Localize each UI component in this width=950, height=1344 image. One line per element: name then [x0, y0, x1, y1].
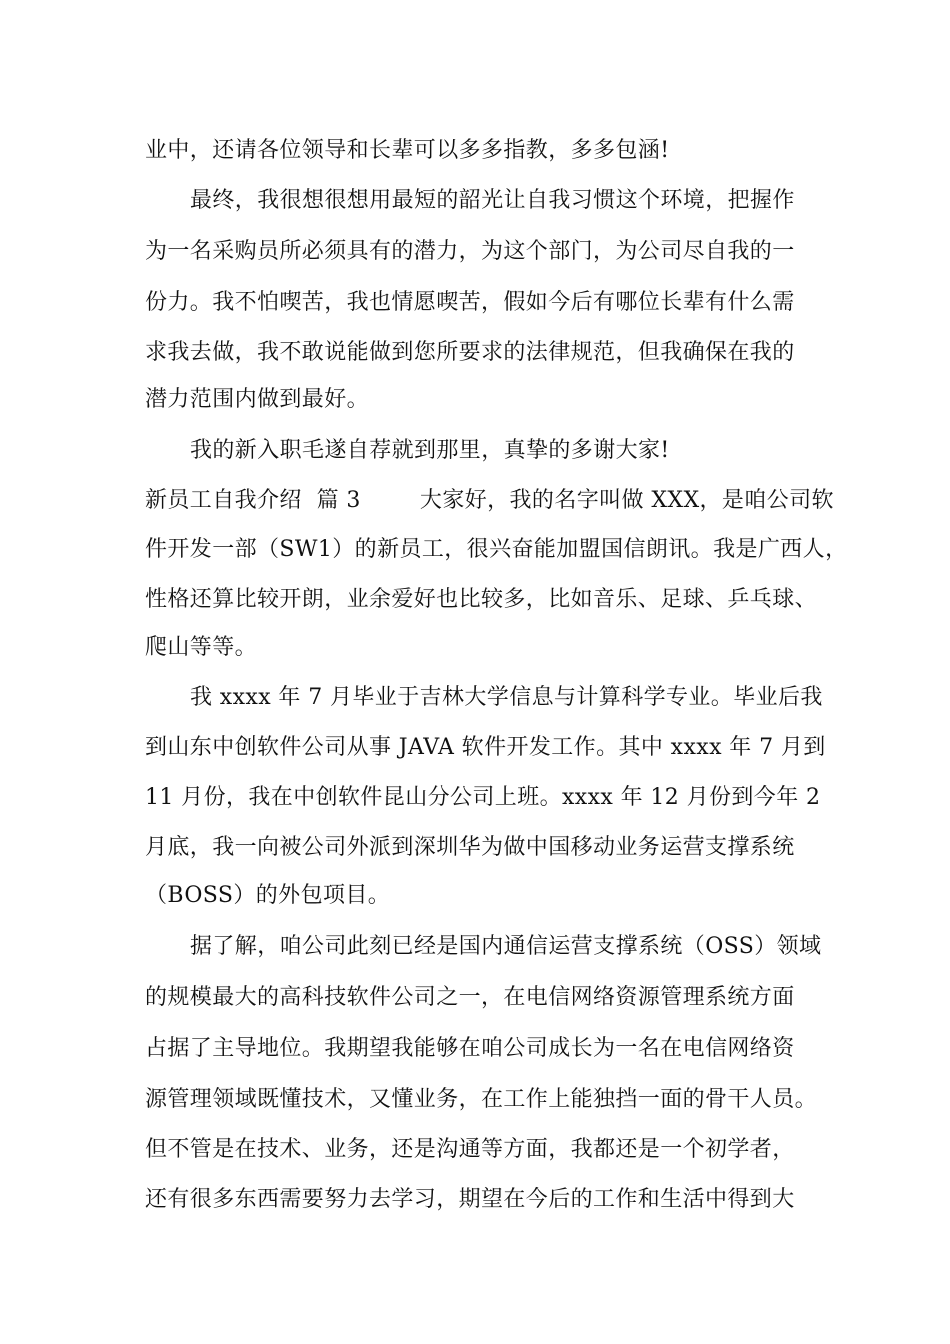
text-line: 还有很多东西需要努力去学习，期望在今后的工作和生活中得到大 [145, 1187, 795, 1212]
text-line: 件开发一部（SW1）的新员工，很兴奋能加盟国信朗讯。我是广西人， [145, 537, 848, 562]
text-line: 爬山等等。 [145, 635, 258, 660]
text-line: 份力。我不怕喫苦，我也情愿喫苦，假如今后有哪位长辈有什么需 [145, 290, 795, 315]
text-line: 但不管是在技术、业务，还是沟通等方面，我都还是一个初学者， [145, 1137, 795, 1162]
text-line: 最终，我很想很想用最短的韶光让自我习惯这个环境，把握作 [190, 188, 795, 213]
text-line: 我 xxxx 年 7 月毕业于吉林大学信息与计算科学专业。毕业后我 [190, 685, 823, 710]
text-line: 占据了主导地位。我期望我能够在咱公司成长为一名在电信网络资 [145, 1036, 795, 1061]
text-line: 潜力范围内做到最好。 [145, 387, 370, 412]
text-line: 我的新入职毛遂自荐就到那里，真挚的多谢大家! [190, 438, 670, 463]
text-line: 月底，我一向被公司外派到深圳华为做中国移动业务运营支撑系统 [145, 835, 795, 860]
text-line: 为一名采购员所必须具有的潜力，为这个部门，为公司尽自我的一 [145, 239, 795, 264]
text-line: 性格还算比较开朗，业余爱好也比较多，比如音乐、足球、乒乓球、 [145, 587, 818, 612]
text-line: 的规模最大的高科技软件公司之一，在电信网络资源管理系统方面 [145, 985, 795, 1010]
section-heading-line: 新员工自我介绍 篇 3 大家好，我的名字叫做 XXX，是咱公司软 [145, 488, 834, 513]
text-line: 据了解，咱公司此刻已经是国内通信运营支撑系统（OSS）领域 [190, 934, 822, 959]
text-line: 业中，还请各位领导和长辈可以多多指教，多多包涵! [145, 138, 670, 163]
text-line: （BOSS）的外包项目。 [145, 883, 391, 908]
text-line: 到山东中创软件公司从事 JAVA 软件开发工作。其中 xxxx 年 7 月到 [145, 735, 826, 760]
text-line: 源管理领域既懂技术，又懂业务，在工作上能独挡一面的骨干人员。 [145, 1087, 818, 1112]
text-line: 求我去做，我不敢说能做到您所要求的法律规范，但我确保在我的 [145, 340, 795, 365]
text-line: 11 月份，我在中创软件昆山分公司上班。xxxx 年 12 月份到今年 2 [145, 785, 821, 810]
